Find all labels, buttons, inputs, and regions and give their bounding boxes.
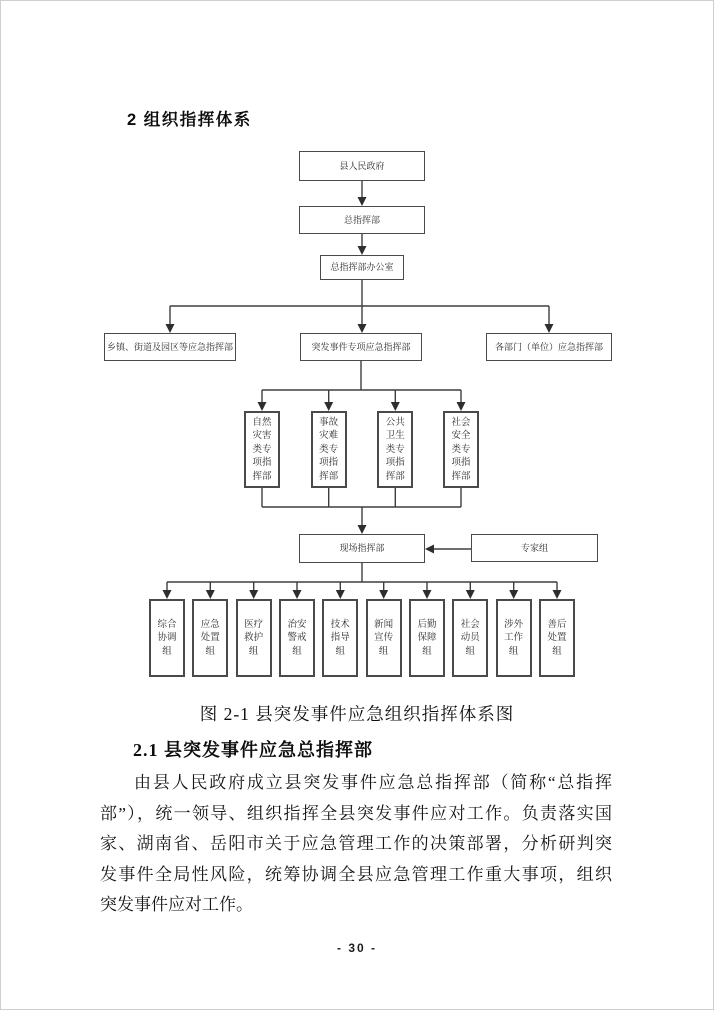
node-group-medical-rescue: 医疗救护组 (236, 599, 272, 677)
node-group-social-mobilization: 社会动员组 (452, 599, 488, 677)
node-group-security: 治安警戒组 (279, 599, 315, 677)
node-headquarters-office: 总指挥部办公室 (320, 255, 404, 280)
node-special-public-health: 公共卫生类专项指挥部 (377, 411, 413, 488)
node-branch-departments: 各部门（单位）应急指挥部 (486, 333, 612, 361)
paragraph-line: 发事件全局性风险，统筹协调全县应急管理工作重大事项，组织 (100, 864, 612, 884)
node-group-emergency-response: 应急处置组 (192, 599, 228, 677)
node-general-headquarters: 总指挥部 (299, 206, 425, 234)
node-branch-township: 乡镇、街道及园区等应急指挥部 (104, 333, 236, 361)
paragraph-line: 由县人民政府成立县突发事件应急总指挥部（简称“总指挥 (134, 773, 612, 792)
paragraph-line: 突发事件应对工作。 (100, 895, 253, 914)
node-special-accident-disaster: 事故灾难类专项指挥部 (311, 411, 347, 488)
node-group-aftermath: 善后处置组 (539, 599, 575, 677)
node-group-coordination: 综合协调组 (149, 599, 185, 677)
node-county-government: 县人民政府 (299, 151, 425, 181)
page-number: - 30 - (336, 941, 377, 955)
subsection-heading: 2.1 县突发事件应急总指挥部 (133, 740, 373, 760)
node-group-technical-guidance: 技术指导组 (322, 599, 358, 677)
node-onsite-command: 现场指挥部 (299, 534, 425, 563)
node-group-foreign-affairs: 涉外工作组 (496, 599, 532, 677)
node-expert-group: 专家组 (471, 534, 598, 562)
node-group-logistics: 后勤保障组 (409, 599, 445, 677)
paragraph-line: 部”），统一领导、组织指挥全县突发事件应对工作。负责落实国 (100, 803, 612, 823)
body-paragraph (100, 768, 612, 921)
chapter-title: 2 组织指挥体系 (127, 111, 252, 129)
node-special-natural-disaster: 自然灾害类专项指挥部 (244, 411, 280, 488)
node-branch-special-emergency: 突发事件专项应急指挥部 (300, 333, 422, 361)
paragraph-line: 家、湖南省、岳阳市关于应急管理工作的决策部署，分析研判突 (100, 834, 612, 853)
node-group-news-publicity: 新闻宣传组 (366, 599, 402, 677)
node-special-social-security: 社会安全类专项指挥部 (443, 411, 479, 488)
figure-caption: 图 2-1 县突发事件应急组织指挥体系图 (199, 704, 515, 724)
